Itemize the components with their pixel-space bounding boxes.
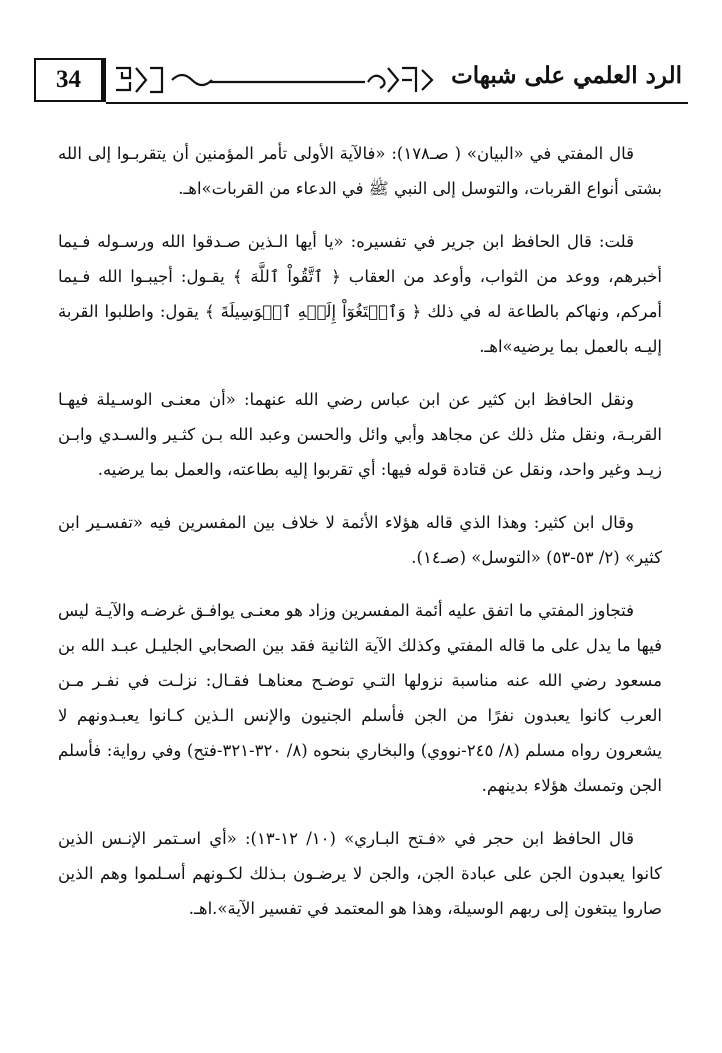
header-ornament [110,60,440,100]
paragraph-ibn-masud: فتجاوز المفتي ما اتفق عليه أئمة المفسرين وزاد هو معنـى يوافـق غرضـه والآيـة ليس فيها ما يدل على ما قاله المفتي وكذلك الآية الثانية فقد بين الصحابي الجليـل عبـد الله بن مسعود رضي الله عنه مناسبة نزولها التـي توضـح معناهـا فقـال: نزلـت في نفـر مـن العرب كانوا يعبدون نفرًا من الجن فأسلم الجنيون والإنس الـذين كـانوا يعبـدونهم لا يشعرون رواه مسلم (٨/ ٢٤٥-نووي) والبخاري بنحوه (٨/ ٣٢٠-٣٢١-فتح) وفي رواية: فأسلم الجن وتمسك هؤلاء بدينهم. [58,601,662,795]
header-rule [106,102,688,104]
page-body [58,136,662,944]
page-header [34,58,688,104]
paragraph-ibn-jarir: قلت: قال الحافظ ابن جرير في تفسيره: «يا أيها الـذين صـدقوا الله ورسـوله فـيما أخبرهم، ووعد من الثواب، وأوعد من العقاب ﴿ ٱتَّقُواْ ٱللَّهَ ﴾ يقـول: أجيبـوا الله فـيما أمركم، ونهاكم بالطاعة له في ذلك ﴿ وَٱبۡتَغُوٓاْ إِلَيۡهِ ٱلۡوَسِيلَةَ ﴾ يقول: واطلبوا القربة إليـه بالعمل بما يرضيه»اهـ. [58,232,662,356]
paragraph-mufti-quote: قال المفتي في «البيان» ( صـ١٧٨): «فالآية الأولى تأمر المؤمنين أن يتقربـوا إلى الله بشتى أنواع القربات، والتوسل إلى النبي ﷺ في الدعاء من القربات»اهـ. [58,144,662,198]
paragraph-ibn-kathir-consensus: وقال ابن كثير: وهذا الذي قاله هؤلاء الأئمة لا خلاف بين المفسرين فيه «تفسـير ابن كثير» (٢/ ٥٣-٥٣) «التوسل» (صـ١٤). [58,513,662,567]
paragraph-ibn-hajar: قال الحافظ ابن حجر في «فـتح البـاري» (١٠/ ١٢-١٣): «أي اسـتمر الإنـس الذين كانوا يعبدون الجن على عبادة الجن، والجن لا يرضـون بـذلك لكـونهم أسـلموا وهم الذين صاروا يبتغون إلى ربهم الوسيلة، وهذا هو المعتمد في تفسير الآية».اهـ. [58,829,662,918]
page-number: 34 [34,58,106,102]
book-title: الرد العلمي على شبهات [451,62,682,89]
paragraph-ibn-kathir-ibn-abbas: ونقل الحافظ ابن كثير عن ابن عباس رضي الله عنهما: «أن معنـى الوسـيلة فيهـا القربـة، ونقل مثل ذلك عن مجاهد وأبي وائل والحسن وعبد الله بـن كثـير والسـدي وابـن زيـد وغير واحد، ونقل عن قتادة قوله فيها: أي تقربوا إليه بطاعته، والعمل بما يرضيه. [58,390,662,479]
